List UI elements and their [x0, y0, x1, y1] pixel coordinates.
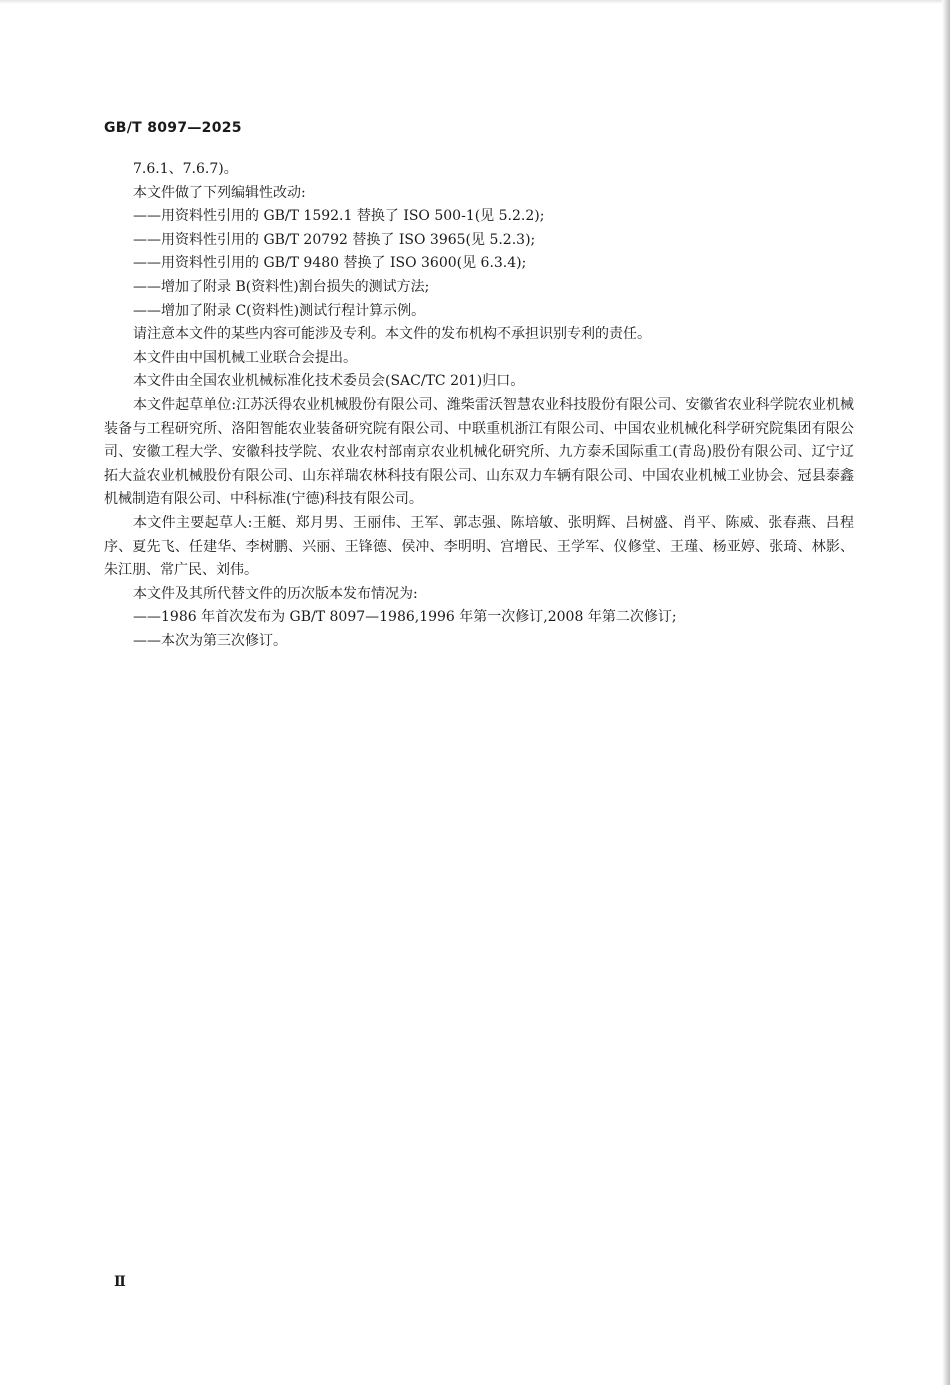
foreword-content — [104, 158, 854, 653]
version-history-item: ——本次为第三次修订。 — [133, 632, 287, 649]
version-history-intro: 本文件及其所代替文件的历次版本发布情况为: — [133, 585, 418, 602]
patent-notice: 请注意本文件的某些内容可能涉及专利。本文件的发布机构不承担识别专利的责任。 — [133, 326, 651, 343]
editorial-change-item: ——用资料性引用的 GB/T 1592.1 替换了 ISO 500-1(见 5.2.2); — [133, 208, 545, 225]
continuation-line: 7.6.1、7.6.7)。 — [133, 161, 238, 177]
version-history-item: ——1986 年首次发布为 GB/T 8097—1986,1996 年第一次修订,2008 年第二次修订; — [133, 609, 677, 626]
editorial-changes-intro: 本文件做了下列编辑性改动: — [133, 184, 306, 201]
editorial-change-item: ——用资料性引用的 GB/T 9480 替换了 ISO 3600(见 6.3.4); — [133, 255, 527, 272]
proposed-by: 本文件由中国机械工业联合会提出。 — [133, 349, 357, 366]
scan-edge-top — [0, 0, 950, 4]
editorial-change-item: ——增加了附录 C(资料性)测试行程计算示例。 — [133, 302, 426, 319]
page-number: Ⅱ — [114, 1274, 126, 1290]
scan-edge-right — [942, 0, 950, 1385]
editorial-change-item: ——用资料性引用的 GB/T 20792 替换了 ISO 3965(见 5.2.3); — [133, 231, 536, 248]
editorial-change-item: ——增加了附录 B(资料性)割台损失的测试方法; — [133, 278, 430, 295]
document-code-header: GB/T 8097—2025 — [104, 120, 242, 136]
centralized-by: 本文件由全国农业机械标准化技术委员会(SAC/TC 201)归口。 — [133, 373, 525, 390]
main-drafters: 本文件主要起草人:王艇、郑月男、王丽伟、王军、郭志强、陈培敏、张明辉、吕树盛、肖平、陈威、张春燕、吕程序、夏先飞、任建华、李树鹏、兴丽、王锋德、侯冲、李明明、宫增民、王学军、仪修堂、王瑾、杨亚婷、张琦、林影、朱江朋、常广民、刘伟。 — [104, 514, 854, 579]
drafting-units: 本文件起草单位:江苏沃得农业机械股份有限公司、潍柴雷沃智慧农业科技股份有限公司、安徽省农业科学院农业机械装备与工程研究所、洛阳智能农业装备研究院有限公司、中联重机浙江有限公司、中国农业机械化科学研究院集团有限公司、安徽工程大学、安徽科技学院、农业农村部南京农业机械化研究所、九方泰禾国际重工(青岛)股份有限公司、辽宁辽拓大益农业机械股份有限公司、山东祥瑞农林科技有限公司、山东双力车辆有限公司、中国农业机械工业协会、冠县泰鑫机械制造有限公司、中科标准(宁德)科技有限公司。 — [104, 396, 854, 508]
